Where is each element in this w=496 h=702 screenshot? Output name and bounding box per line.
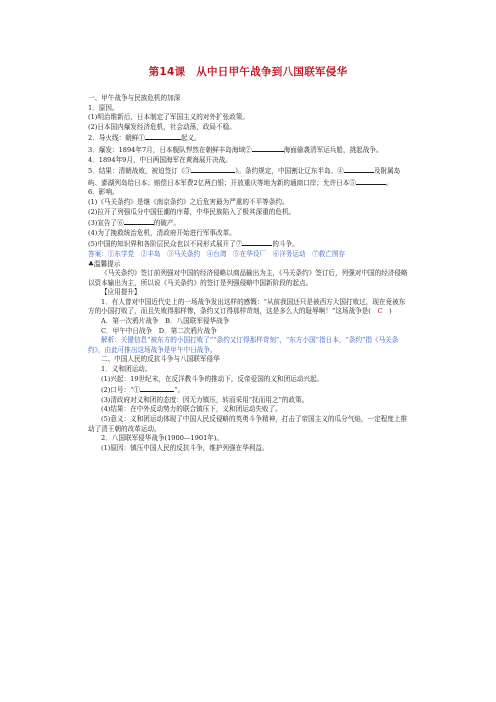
lesson-title: 第14课 从中日甲午战争到八国联军侵华 [148, 66, 348, 78]
item: (1)《马关条约》是继《南京条约》之后危害最为严重的不平等条约。 [88, 197, 289, 206]
item-with-blank: 5．结果：清朝战败，被迫签订《③ 》。条约规定，中国割让辽东半岛、④ 及附属岛屿、澎湖列岛给日本；赔偿日本军费2亿两白银；开放重庆等地为新的通商口岸；允许日本⑤ 。 [88, 167, 401, 187]
item: (5)意义：义和团运动体现了中国人民反侵略的英勇斗争精神，打击了帝国主义的瓜分气焰，一定程度上推动了清王朝的改革运动。 [88, 415, 408, 433]
tip-heading: ♣温馨提示 [88, 259, 121, 268]
fill-blank [145, 132, 181, 140]
fill-blank [252, 144, 284, 152]
answer-line [88, 250, 408, 260]
analysis-text: 关键信息“被东方的小国打败了”“条约又订得那样苛刻”，“东方小国”指日本，“条约”指《马关条约》，由此可推出这场战争是甲午中日战争。 [88, 336, 399, 354]
item-with-blank: (2)口号：“① ”。 [101, 386, 185, 395]
item: (3)清政府对义和团的态度：因无力镇压，转而采用“抚而用之”的政策。 [101, 395, 309, 404]
analysis-label: 解析： [101, 336, 121, 345]
answer-text: ①东学党 ②丰岛 ③马关条约 ④台湾 ⑤在华设厂 ⑥洋务运动 ⑦救亡图存 [107, 249, 346, 258]
option-line: C．甲午中日战争 D．第二次鸦片战争 [101, 326, 217, 335]
item: (1)兴起：19世纪末，在反洋教斗争的推动下，反帝爱国的义和团运动兴起。 [101, 374, 324, 383]
answer-label: 答案： [88, 249, 108, 258]
option-line: A．第一次鸦片战争 B．八国联军侵华战争 [101, 317, 230, 326]
item: 6．影响。 [88, 188, 119, 197]
item-with-blank: 2．导火线：朝鲜① 起义。 [88, 134, 201, 143]
fill-blank [191, 165, 235, 173]
section-heading: 一、甲午战争与民族危机的加深 [88, 94, 181, 102]
fill-blank [140, 384, 174, 392]
item-with-blank: 3．爆发：1894年7月，日本舰队悍然在朝鲜丰岛海域② 海面偷袭清军运兵船，挑起战争。 [88, 145, 383, 154]
item: 2．八国联军侵华战争(1900—1901年)。 [101, 434, 224, 443]
item: (2)日本国内爆发经济危机，社会动荡，政局不稳。 [88, 122, 236, 131]
item: (4)为了挽救统治危机，清政府开始进行军事改革。 [88, 228, 236, 237]
item: 1．义和团运动。 [101, 365, 152, 374]
item: (1)明治维新后，日本制定了军国主义的对外扩张政策。 [88, 113, 249, 122]
item: (4)结果：在中外反动势力的联合镇压下，义和团运动失败了。 [101, 405, 282, 414]
fill-blank [124, 217, 154, 225]
fill-blank [356, 177, 386, 185]
lesson-body [88, 94, 408, 453]
question: 1．有人曾对中国近代史上的一场战争发出这样的感慨：“从前我国还只是被西方大国打败过，现在竟被东方的小国打败了，而且失败得那样惨，条约又订得那样苛刻，这是多么大的耻辱啊！”这场战争是( C ) [88, 297, 406, 316]
question-answer: C [377, 307, 383, 316]
fill-blank [344, 165, 374, 173]
section-heading: 二、中国人民的反抗斗争与八国联军侵华 [101, 355, 220, 364]
item: 1．原因。 [88, 103, 119, 112]
item: 4．1894年9月，中日两国海军在黄海展开决战。 [88, 155, 232, 164]
tip-text: 《马关条约》签订前列强对中国的经济侵略以商品输出为主，《马关条约》签订后，列强对中国的经济侵略以资本输出为主，所以说《马关条约》的签订是列强侵略中国新阶段的起点。 [88, 269, 408, 287]
analysis [88, 336, 408, 355]
fill-blank [242, 238, 272, 246]
apply-heading: 【应用提升】 [101, 288, 141, 297]
item: (1)原因：镇压中国人民的反抗斗争，维护列强在华利益。 [101, 443, 269, 452]
item: (2)拉开了列强瓜分中国狂潮的序幕，中华民族陷入了极其深重的危机。 [88, 207, 296, 216]
item-with-blank: (3)宣告了⑥ 的破产。 [88, 219, 181, 228]
item-with-blank: (5)中国的知识界和各阶层民众也以不同形式展开了⑦ 的斗争。 [88, 240, 299, 249]
